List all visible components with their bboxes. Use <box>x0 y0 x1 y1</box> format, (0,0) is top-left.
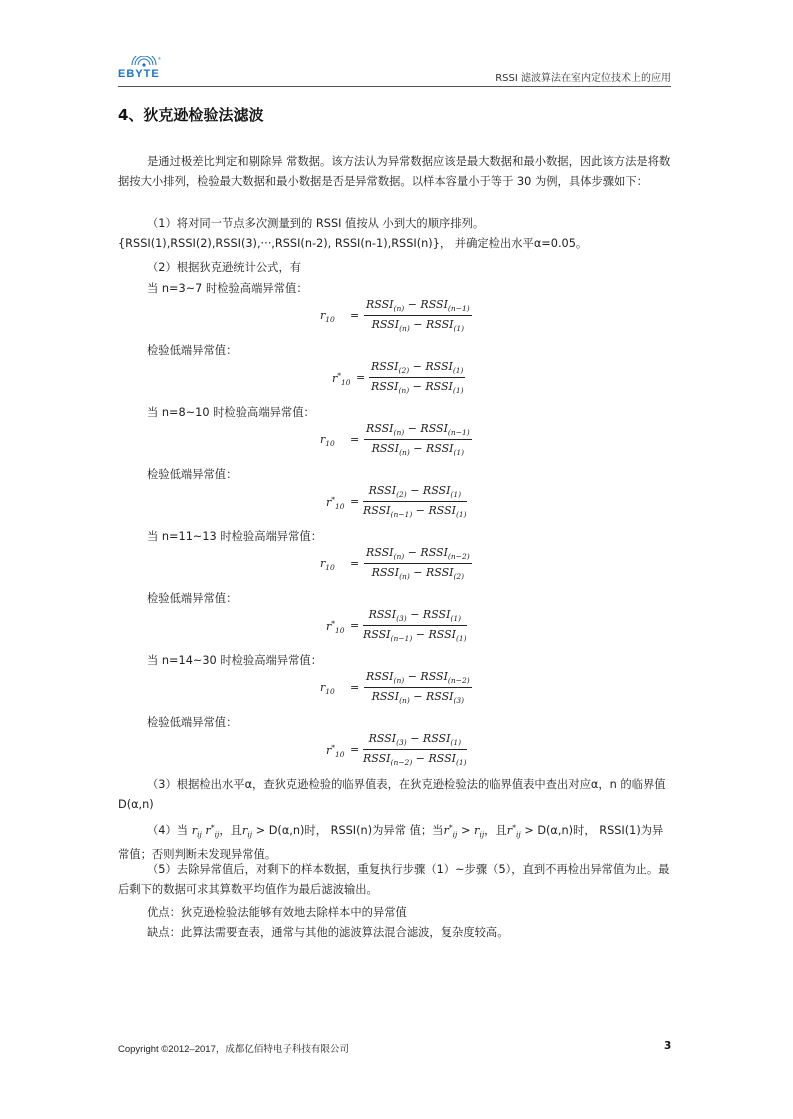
step4-part-d: > <box>457 824 475 837</box>
formula-low-11-13: $r^*_{10}$ = $RSSI_{(3)}$ − $RSSI_{(1)}$ $RSSI_{(n-1)}$ − $RSSI_{(1)}$ <box>326 608 467 643</box>
formula-high-8-10: $r_{10}$ = $RSSI_{(n)}$ − $RSSI_{(n-1)}$ $RSSI_{(n)}$ − $RSSI_{(1)}$ <box>320 422 470 457</box>
header-divider <box>118 86 671 87</box>
label-low-14-30: 检验低端异常值： <box>147 716 238 729</box>
math-r-star-ij-3: $r^*_{ij}$ <box>506 823 521 839</box>
header-title: RSSI 滤波算法在室内定位技术上的应用 <box>495 73 671 84</box>
step1-text: （1）将对同一节点多次测量到的 RSSI 值按从 小到大的顺序排列。{RSSI(1),RSSI(2),RSSI(3),···,RSSI(n-2), RSSI(n-1),RSSI(n)}， 并确定检出水平α=0.05。 <box>118 217 588 250</box>
label-high-11-13: 当 n=11~13 时检验高端异常值： <box>147 530 322 543</box>
cons-text: 缺点：此算法需要查表，通常与其他的滤波算法混合滤波，复杂度较高。 <box>147 926 509 939</box>
step2-text: （2）根据狄克逊统计公式，有 <box>147 261 302 274</box>
math-r-ij-2: $r_{ij}$ <box>241 824 253 839</box>
label-low-8-10: 检验低端异常值： <box>147 468 238 481</box>
step1-paragraph <box>118 214 674 254</box>
step4-paragraph <box>118 818 674 865</box>
label-high-3-7: 当 n=3~7 时检验高端异常值： <box>147 282 308 295</box>
label-low-11-13: 检验低端异常值： <box>147 592 238 605</box>
formula-high-3-7: $r_{10}$ = $RSSI_{(n)}$ − $RSSI_{(n-1)}$ $RSSI_{(n)}$ − $RSSI_{(1)}$ <box>320 298 470 333</box>
intro-text: 是通过极差比判定和剔除异 常数据。该方法认为异常数据应该是最大数据和最小数据，因此该方法是将数据按大小排列，检验最大数据和最小数据是否是异常数据。以样本容量小于等于 30 为例，具体步骤如下： <box>118 155 671 188</box>
svg-text:®: ® <box>158 56 161 61</box>
math-r-star-ij: $r^*_{ij}$ <box>205 823 220 839</box>
intro-paragraph <box>118 152 674 192</box>
logo-text: EBYTE <box>118 68 160 80</box>
section-title: 4、狄克逊检验法滤波 <box>118 106 264 124</box>
formula-high-14-30: $r_{10}$ = $RSSI_{(n)}$ − $RSSI_{(n-2)}$ $RSSI_{(n)}$ − $RSSI_{(3)}$ <box>320 670 470 705</box>
step5-paragraph <box>118 860 674 900</box>
math-r-ij-3: $r_{ij}$ <box>474 824 485 839</box>
step4-text <box>118 818 674 865</box>
label-low-3-7: 检验低端异常值： <box>147 344 238 357</box>
label-high-14-30: 当 n=14~30 时检验高端异常值： <box>147 654 322 667</box>
label-high-8-10: 当 n=8~10 时检验高端异常值： <box>147 406 315 419</box>
formula-high-11-13: $r_{10}$ = $RSSI_{(n)}$ − $RSSI_{(n-2)}$ $RSSI_{(n)}$ − $RSSI_{(2)}$ <box>320 546 470 581</box>
formula-low-8-10: $r^*_{10}$ = $RSSI_{(2)}$ − $RSSI_{(1)}$ $RSSI_{(n-1)}$ − $RSSI_{(1)}$ <box>326 484 467 519</box>
step4-part-e: ，且 <box>484 824 507 837</box>
step3-paragraph <box>118 775 674 815</box>
step3-text: （3）根据检出水平α，查狄克逊检验的临界值表，在狄克逊检验法的临界值表中查出对应α，n 的临界值 D(α,n) <box>118 778 666 811</box>
page-number: 3 <box>664 1040 672 1052</box>
formula-low-3-7: $r^*_{10}$ = $RSSI_{(2)}$ − $RSSI_{(1)}$ $RSSI_{(n)}$ − $RSSI_{(1)}$ <box>332 360 464 395</box>
pros-text: 优点：狄克逊检验法能够有效地去除样本中的异常值 <box>147 906 407 919</box>
math-r-ij: $r_{ij}$ <box>191 824 202 839</box>
math-r-star-ij-2: $r^*_{ij}$ <box>443 823 458 839</box>
step4-part-b: ，且 <box>219 824 242 837</box>
footer-copyright: Copyright ©2012–2017，成都亿佰特电子科技有限公司 <box>118 1044 349 1055</box>
step4-part-f: > D(α,n)时， RSSI(1)为异常值；否则判断未发现异常值。 <box>118 824 664 861</box>
formula-low-14-30: $r^*_{10}$ = $RSSI_{(3)}$ − $RSSI_{(1)}$ $RSSI_{(n-2)}$ − $RSSI_{(1)}$ <box>326 732 467 767</box>
step4-part-c: > D(α,n)时， RSSI(n)为异常 值；当 <box>252 824 444 837</box>
step4-part-a: （4）当 <box>147 824 189 837</box>
step5-text: （5）去除异常值后，对剩下的样本数据，重复执行步骤（1）~步骤（5），直到不再检出异常值为止。最后剩下的数据可求其算数平均值作为最后滤波输出。 <box>118 863 670 896</box>
